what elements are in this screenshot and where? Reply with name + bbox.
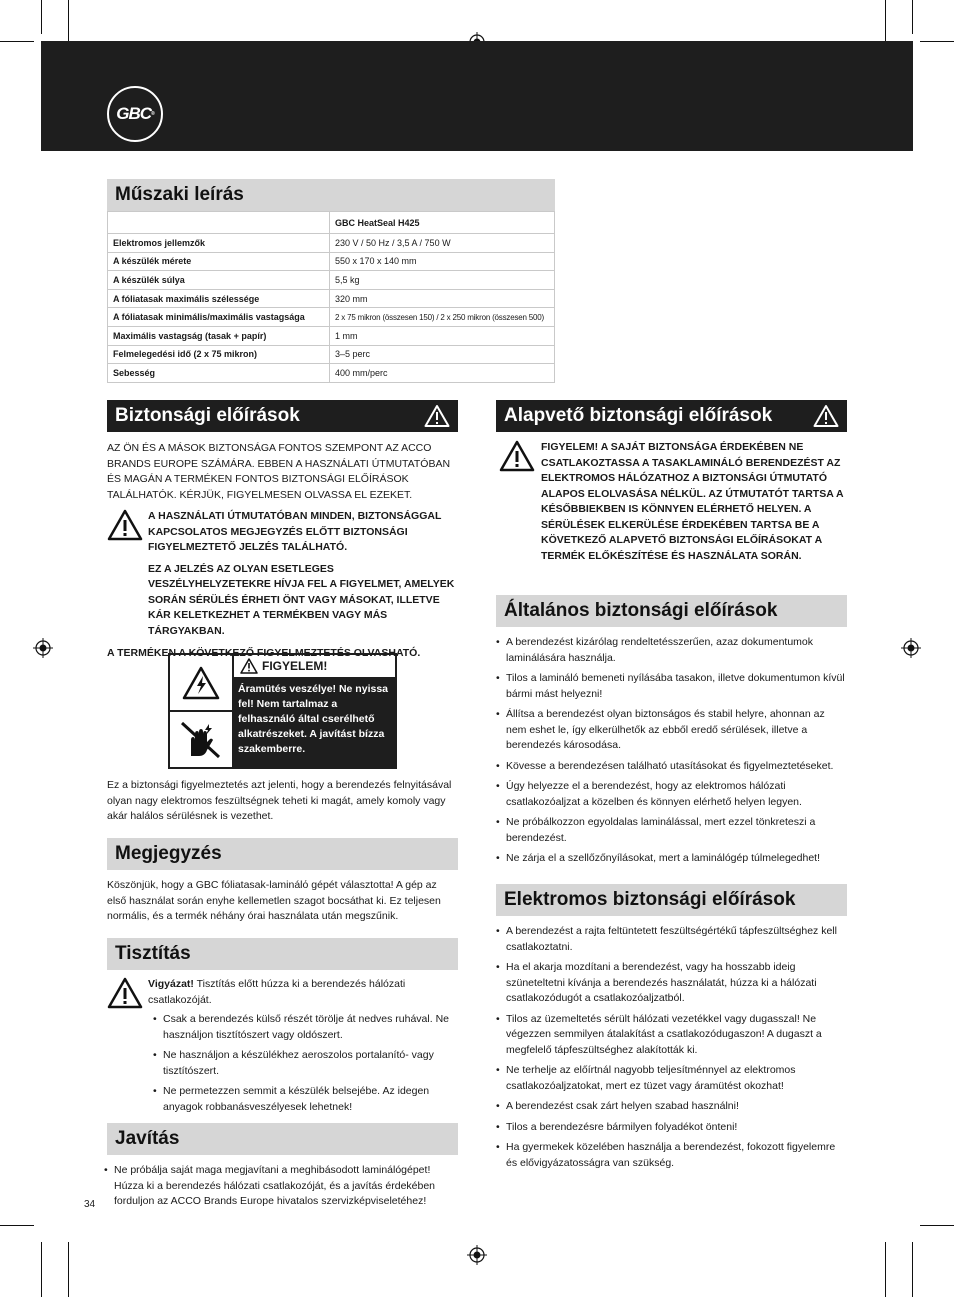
- table-row: Sebesség 400 mm/perc: [108, 364, 555, 383]
- registration-mark-icon: [901, 638, 921, 658]
- repair-section: [107, 1123, 458, 1215]
- electric-shock-hand-icon: [179, 720, 223, 760]
- list-item: • Ne zárja el a szellőzőnyílásokat, mert a laminálógép túlmelegedhet!: [496, 851, 847, 867]
- warning-icon: [107, 977, 143, 1009]
- electrical-safety-list: [496, 924, 847, 1171]
- basic-safety-title: Alapvető biztonsági előírások: [496, 400, 847, 432]
- cleaning-list: [153, 1012, 458, 1115]
- general-safety-section: [496, 595, 847, 872]
- repair-list: [104, 1163, 458, 1210]
- note-title: Megjegyzés: [107, 838, 458, 870]
- table-row: A fóliatasak maximális szélessége 320 mm: [108, 289, 555, 308]
- crop-mark: [0, 41, 34, 42]
- safety-explanation: Ez a biztonsági figyelmeztetés azt jelenti, hogy a berendezés felnyitásával olyan nagy elektromos feszültségnek teheti ki magát, amely komoly vagy akár halálos sérülésnek is vezethet.: [107, 779, 452, 822]
- table-row: Maximális vastagság (tasak + papír) 1 mm: [108, 326, 555, 345]
- list-item: • Ha gyermekek közelében használja a berendezést, fokozott figyelemre és elővigyázatosságra van szükség.: [496, 1140, 847, 1171]
- safety-title: Biztonsági előírások: [107, 400, 458, 432]
- list-item: • A berendezést a rajta feltüntetett feszültségértékű tápfeszültséghez kell csatlakoztatni.: [496, 924, 847, 955]
- safety-warning-text-1: A HASZNÁLATI ÚTMUTATÓBAN MINDEN, BIZTONSÁGGAL KAPCSOLATOS MEGJEGYZÉS ELŐTT BIZTONSÁGI FIGYELMEZTETŐ JELZÉS TALÁLHATÓ.: [148, 510, 442, 553]
- list-item: • Ne terhelje az előírtnál nagyobb teljesítménnyel az elektromos csatlakozóaljzatokat, mert ez tüzet vagy áramütést okozhat!: [496, 1063, 847, 1094]
- general-safety-title: Általános biztonsági előírások: [496, 595, 847, 627]
- table-row: A készülék súlya 5,5 kg: [108, 271, 555, 290]
- specs-title: Műszaki leírás: [107, 179, 555, 211]
- safety-intro: AZ ÖN ÉS A MÁSOK BIZTONSÁGA FONTOS SZEMPONT AZ ACCO BRANDS EUROPE SZÁMÁRA. EBBEN A HASZNÁLATI ÚTMUTATÓBAN ÉS MAGÁN A TERMÉKEN FONTOS BIZTONSÁGI ELŐÍRÁSOK TALÁLHATÓK. KÉRJÜK, FIGYELMESEN OLVASSA EL EZEKET.: [107, 442, 451, 501]
- header-bar: [41, 41, 913, 151]
- warning-icon: [499, 440, 535, 472]
- safety-warning-text-2: EZ A JELZÉS AZ OLYAN ESETLEGES VESZÉLYHELYZETEKRE HÍVJA FEL A FIGYELMET, AMELYEK SORÁN SÉRÜLÉS ÉRHETI ÖNT VAGY MÁSOKAT, ILLETVE KÁR KELETKEZHET A TERMÉKBEN VAGY MÁS TÁRGYAKBAN.: [148, 562, 455, 637]
- table-row: [108, 212, 555, 234]
- cleaning-section: [107, 938, 458, 1120]
- product-warning-label: [168, 653, 397, 769]
- list-item: • Tilos a berendezésre bármilyen folyadékot önteni!: [496, 1120, 847, 1136]
- label-text: Áramütés veszélye! Ne nyissa fel! Nem tartalmaz a felhasználó által cserélhető alkatrészeket. A javítást bízza szakemberre.: [234, 679, 395, 767]
- list-item: • Ha el akarja mozdítani a berendezést, vagy ha hosszabb ideig szüneteltetni kívánja a berendezés használatát, húzza ki a hálózati csatlakozódugót a csatlakozóaljzatból.: [496, 960, 847, 1007]
- table-row: A készülék mérete 550 x 170 x 140 mm: [108, 252, 555, 271]
- label-title: FIGYELEM!: [262, 659, 328, 673]
- electrical-safety-section: [496, 884, 847, 1176]
- crop-mark: [920, 1225, 954, 1226]
- registration-mark-icon: [467, 1245, 487, 1265]
- crop-mark: [68, 1242, 69, 1297]
- safety-section: [107, 400, 458, 662]
- crop-mark: [885, 1242, 886, 1297]
- cleaning-title: Tisztítás: [107, 938, 458, 970]
- page-number: 34: [84, 1199, 96, 1210]
- specs-table: [107, 211, 555, 383]
- crop-mark: [41, 0, 42, 34]
- specs-section: [107, 179, 555, 383]
- list-item: • Úgy helyezze el a berendezést, hogy az elektromos hálózati csatlakozóaljzat a közelben és könnyen elérhető helyen legyen.: [496, 779, 847, 810]
- product-label-note: A TERMÉKEN A KÖVETKEZŐ FIGYELMEZTETÉS OLVASHATÓ.: [107, 647, 421, 659]
- note-section: [107, 838, 458, 925]
- table-row: Elektromos jellemzők 230 V / 50 Hz / 3,5 A / 750 W: [108, 234, 555, 253]
- warning-icon: [813, 404, 839, 428]
- list-item: • Csak a berendezés külső részét törölje át nedves ruhával. Ne használjon tisztítószert vagy oldószert.: [153, 1012, 458, 1043]
- cleaning-warning: Vigyázat! Tisztítás előtt húzza ki a berendezés hálózati csatlakozóját.: [148, 978, 406, 1006]
- warning-icon: [240, 658, 258, 674]
- basic-safety-section: [496, 400, 847, 564]
- list-item: • A berendezést kizárólag rendeltetésszerűen, azaz dokumentumok laminálására használja.: [496, 635, 847, 666]
- list-item: • A berendezést csak zárt helyen szabad használni!: [496, 1099, 847, 1115]
- list-item: • Kövesse a berendezésen található utasításokat és figyelmeztetéseket.: [496, 759, 847, 775]
- gbc-logo: GBC ®: [107, 86, 163, 142]
- list-item: • Állítsa a berendezést olyan biztonságos és stabil helyre, ahonnan az nem eshet le, így elkerülhetők az ebből eredő sérülések, illetve a berendezés károsodása.: [496, 707, 847, 754]
- basic-safety-text: FIGYELEM! A SAJÁT BIZTONSÁGA ÉRDEKÉBEN NE CSATLAKOZTASSA A TASAKLAMINÁLÓ BERENDEZÉST AZ ELEKTROMOS HÁLÓZATHOZ A BIZTONSÁGI ÚTMUTATÓ ALAPOS ELOLVASÁSA NÉLKÜL. AZ ÚTMUTATÓT TARTSA A KÉSŐBBIEKBEN IS KÖNNYEN ELÉRHETŐ HELYEN. A SÉRÜLÉSEK ELKERÜLÉSE ÉRDEKÉBEN TARTSA BE A KÖVETKEZŐ ALAPVETŐ BIZTONSÁGI ELŐÍRÁSOKAT A TERMÉK ELŐKÉSZÍTÉSE ÉS HASZNÁLATA SORÁN.: [541, 441, 844, 562]
- note-text: Köszönjük, hogy a GBC fóliatasak-laminálό gépét választotta! A gép az első használat során enyhe kellemetlen szagot bocsáthat ki. Ez teljesen normális, és a termék néhány órai használata után megszűnik.: [107, 879, 441, 922]
- list-item: • Ne használjon a készülékhez aeroszolos portalanító- vagy tisztítószert.: [153, 1048, 458, 1079]
- table-row: A fóliatasak minimális/maximális vastagsága 2 x 75 mikron (összesen 150) / 2 x 250 mikron (összesen 500): [108, 308, 555, 327]
- safety-warning: [107, 509, 458, 639]
- list-item: • Ne próbálkozzon egyoldalas laminálással, mert ezzel tönkreteszi a berendezést.: [496, 815, 847, 846]
- list-item: • Ne próbálja saját maga megjavítani a meghibásodott laminálógépet! Húzza ki a berendezés hálózati csatlakozóját, és a javítás érdekében forduljon az ACCO Brands Europe hivatalos szervizképviseletéhez!: [104, 1163, 458, 1210]
- table-row: Felmelegedési idő (2 x 75 mikron) 3–5 perc: [108, 345, 555, 364]
- crop-mark: [912, 1242, 913, 1297]
- crop-mark: [920, 41, 954, 42]
- registration-mark-icon: [33, 638, 53, 658]
- repair-title: Javítás: [107, 1123, 458, 1155]
- high-voltage-icon: [182, 666, 220, 700]
- general-safety-list: [496, 635, 847, 867]
- list-item: • Ne permetezzen semmit a készülék belsejébe. Az idegen anyagok robbanásveszélyesek lehetnek!: [153, 1084, 458, 1115]
- list-item: • Tilos a lamináló bemeneti nyílásába tasakon, illetve dokumentumon kívül bármi mást helyezni!: [496, 671, 847, 702]
- warning-icon: [107, 509, 143, 541]
- warning-icon: [424, 404, 450, 428]
- crop-mark: [912, 0, 913, 34]
- list-item: • Tilos az üzemeltetés sérült hálózati vezetékkel vagy dugasszal! Ne végezzen semmilyen átalakítást a csatlakozódugaszon! A dugaszt a megfelelő tápfeszültséghez alakították ki.: [496, 1012, 847, 1059]
- electrical-safety-title: Elektromos biztonsági előírások: [496, 884, 847, 916]
- product-name: GBC HeatSeal H425: [330, 212, 555, 234]
- crop-mark: [0, 1225, 34, 1226]
- crop-mark: [41, 1242, 42, 1297]
